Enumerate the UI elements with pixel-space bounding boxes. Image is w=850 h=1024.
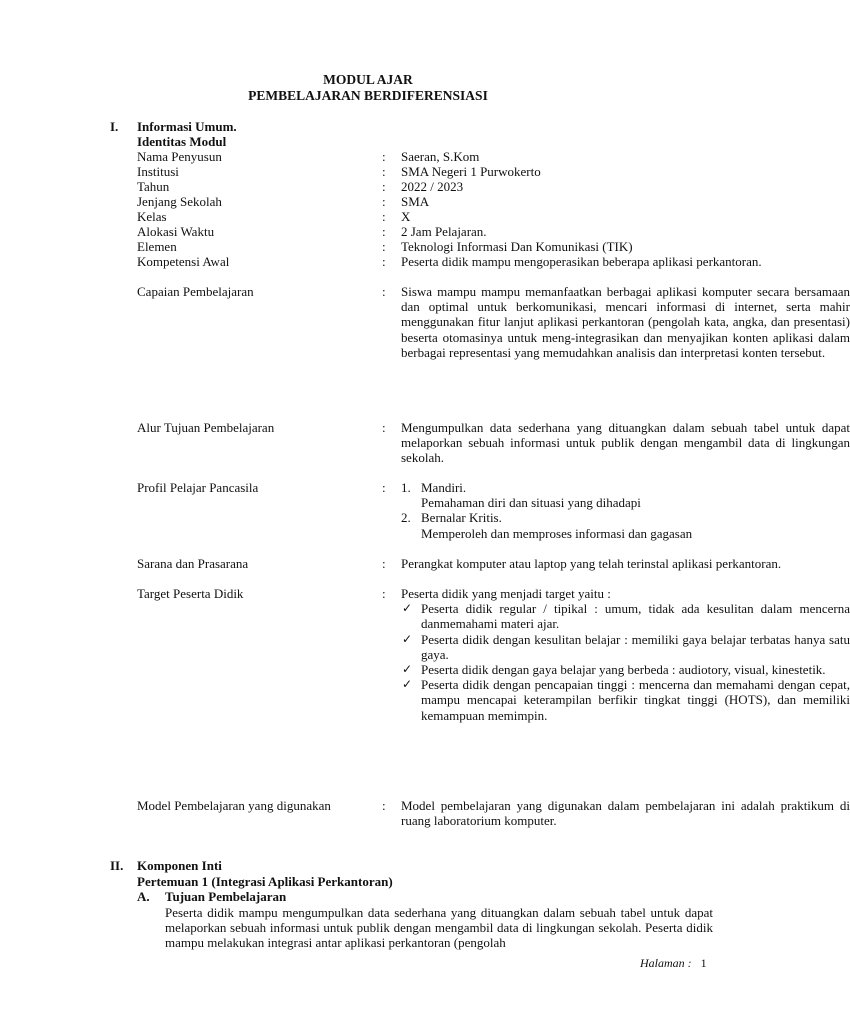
target-item-text: Peserta didik dengan kesulitan belajar : memiliki gaya belajar terbatas hanya satu gaya. [421,631,850,662]
pertemuan-heading: Pertemuan 1 (Integrasi Aplikasi Perkantoran) [137,874,393,889]
row-value: X [401,209,411,224]
row-colon: : [382,164,386,179]
section-2-numeral: II. [110,858,124,873]
row-label: Alokasi Waktu [137,224,215,239]
target-item-text: Peserta didik dengan pencapaian tinggi : mencerna dan memahami dengan cepat, mampu mencapai keterampilan berfikir tingkat tinggi (HOTS), dan memiliki kemampuan memimpin. [421,677,850,723]
target-item [401,601,850,631]
row-value: 2 Jam Pelajaran. [401,224,487,239]
page-footer [640,956,707,971]
row-colon: : [382,209,386,224]
row-colon: : [382,798,386,813]
list-item [401,510,850,540]
row-label: Nama Penyusun [137,149,222,164]
row-colon: : [382,586,386,601]
tujuan-paragraph: Peserta didik mampu mengumpulkan data sederhana yang dituangkan dalam sebuah tabel untuk dapat melaporkan sebuah informasi untuk publik dengan mengambil data di lingkungan sekolah. Peserta didik mampu melakukan integrasi antar aplikasi perkantoran (pengolah [165,905,713,951]
list-item-title: Mandiri. [421,480,467,495]
row-colon: : [382,179,386,194]
list-item-desc: Pemahaman diri dan situasi yang dihadapi [421,495,641,511]
list-number: 2. [401,510,411,526]
row-value: Model pembelajaran yang digunakan dalam pembelajaran ini adalah praktikum di ruang laboratorium komputer. [401,798,850,829]
row-colon: : [382,194,386,209]
check-icon: ✓ [402,662,413,677]
document-subtitle: PEMBELAJARAN BERDIFERENSIASI [248,88,488,103]
document-title: MODUL AJAR [323,72,413,87]
row-label: Target Peserta Didik [137,586,244,601]
sub-a-letter: A. [137,889,150,904]
list-number: 1. [401,480,411,495]
row-value: Perangkat komputer atau laptop yang telah terinstal aplikasi perkantoran. [401,556,782,571]
target-item-text: Peserta didik regular / tipikal : umum, tidak ada kesulitan dalam mencerna danmemahami materi ajar. [421,601,850,632]
row-value [401,480,850,541]
target-intro: Peserta didik yang menjadi target yaitu : [401,586,611,601]
check-icon: ✓ [402,601,413,616]
row-label: Profil Pelajar Pancasila [137,480,259,495]
row-colon: : [382,224,386,239]
row-value: Peserta didik mampu mengoperasikan beberapa aplikasi perkantoran. [401,254,762,269]
profil-list [401,480,850,541]
sub-a-title: Tujuan Pembelajaran [165,889,287,904]
row-label: Model Pembelajaran yang digunakan [137,798,331,813]
page-label: Halaman : [640,956,692,970]
list-item-title: Bernalar Kritis. [421,510,502,526]
row-label: Sarana dan Prasarana [137,556,249,571]
row-value: SMA [401,194,430,209]
row-label: Capaian Pembelajaran [137,284,254,299]
list-item-desc: Memperoleh dan memproses informasi dan gagasan [421,525,693,541]
row-value: Siswa mampu mampu memanfaatkan berbagai aplikasi komputer secara bersamaan dan optimal untuk berkomunikasi, mencari informasi di internet, serta mahir menggunakan fitur lanjut aplikasi perkantoran (pengolah kata, angka, dan presentasi) beserta otomasinya untuk meng-integrasikan dan menyajikan konten aplikasi dalam berbagai representasi yang memudahkan analisis dan interpretasi konten tersebut. [401,284,850,360]
section-1-heading: Informasi Umum. [137,119,237,134]
page-number: 1 [700,956,707,970]
row-colon: : [382,480,386,495]
section-2-heading: Komponen Inti [137,858,222,873]
list-item [401,480,850,510]
row-label: Alur Tujuan Pembelajaran [137,420,275,435]
row-label: Jenjang Sekolah [137,194,222,209]
target-item-text: Peserta didik dengan gaya belajar yang berbeda : audiotory, visual, kinestetik. [421,662,826,678]
row-label: Kelas [137,209,167,224]
row-label: Institusi [137,164,179,179]
target-item [401,632,850,662]
check-icon: ✓ [402,677,413,692]
row-colon: : [382,420,386,435]
row-label: Elemen [137,239,177,254]
section-1-numeral: I. [110,119,119,134]
row-value: SMA Negeri 1 Purwokerto [401,164,541,179]
target-item [401,662,850,677]
row-colon: : [382,284,386,299]
row-value: Mengumpulkan data sederhana yang dituangkan dalam sebuah tabel untuk dapat melaporkan sebuah informasi untuk publik dengan mengambil data di lingkungan sekolah. [401,420,850,466]
row-label: Tahun [137,179,170,194]
identitas-heading: Identitas Modul [137,134,227,149]
row-value: 2022 / 2023 [401,179,464,194]
row-colon: : [382,239,386,254]
row-label: Kompetensi Awal [137,254,230,269]
row-colon: : [382,254,386,269]
row-colon: : [382,149,386,164]
target-item [401,677,850,723]
row-value [401,586,850,723]
row-colon: : [382,556,386,571]
check-icon: ✓ [402,631,413,646]
row-value: Saeran, S.Kom [401,149,480,164]
row-value: Teknologi Informasi Dan Komunikasi (TIK) [401,239,633,254]
